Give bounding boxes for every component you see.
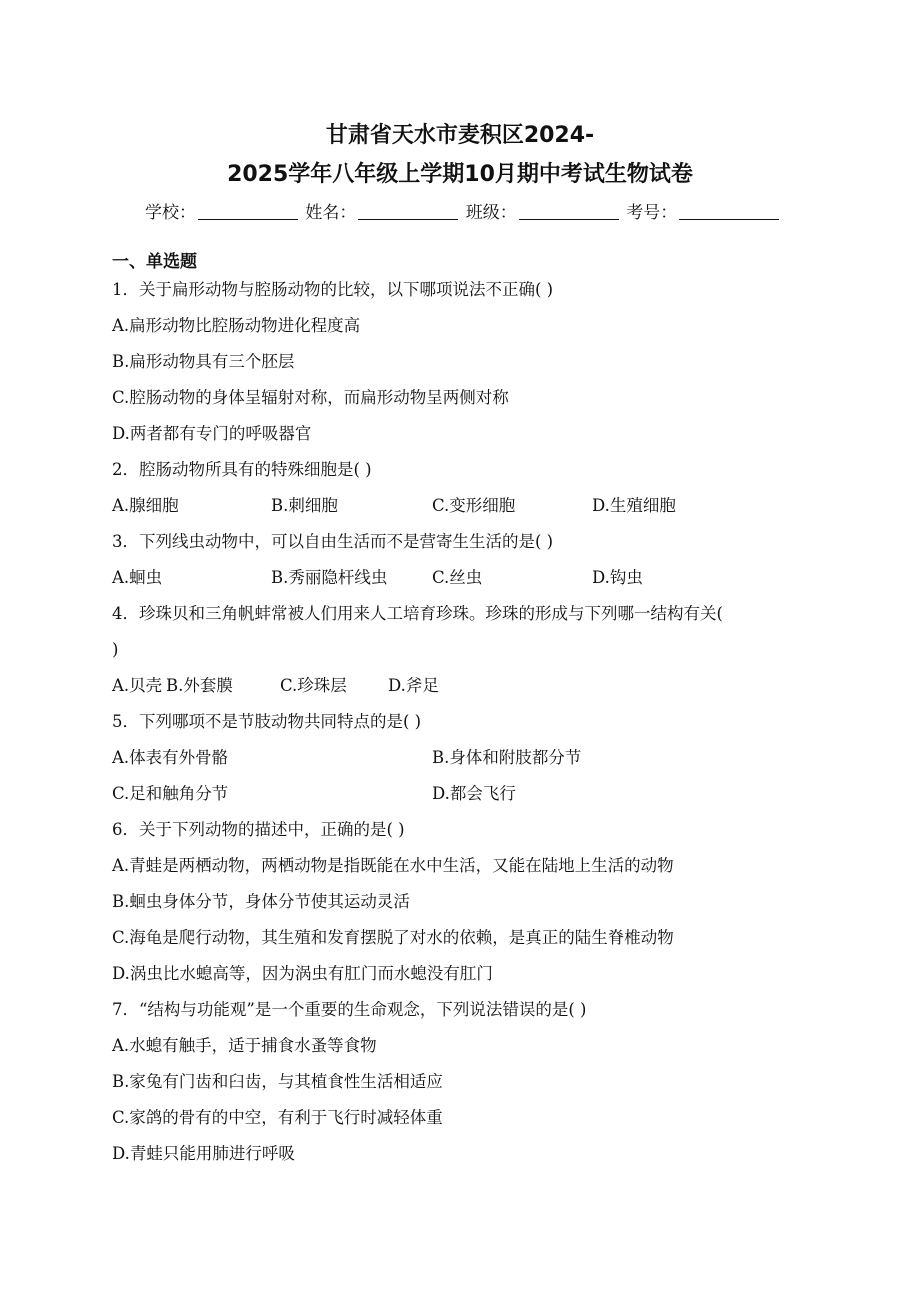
option: A.蛔虫: [112, 568, 163, 587]
option: D.钩虫: [592, 568, 643, 587]
question-stem: 7．“结构与功能观”是一个重要的生命观念，下列说法错误的是( ): [112, 1000, 587, 1019]
question-stem: 3．下列线虫动物中，可以自由生活而不是营寄生生活的是( ): [112, 532, 554, 551]
option: C.变形细胞: [432, 496, 516, 515]
title-line-2: 2025学年八年级上学期10月期中考试生物试卷: [227, 162, 693, 187]
question-stem: 5．下列哪项不是节肢动物共同特点的是( ): [112, 712, 422, 731]
class-label: 班级：: [465, 203, 517, 223]
option: C.足和触角分节: [112, 784, 229, 803]
option: B.蛔虫身体分节，身体分节使其运动灵活: [112, 892, 410, 911]
name-blank[interactable]: [358, 203, 458, 220]
option: D.斧足: [388, 676, 439, 695]
option: A.青蛙是两栖动物，两栖动物是指既能在水中生活，又能在陆地上生活的动物: [112, 856, 674, 875]
class-blank[interactable]: [519, 203, 619, 220]
option: C.腔肠动物的身体呈辐射对称，而扁形动物呈两侧对称: [112, 388, 509, 407]
option: D.生殖细胞: [592, 496, 676, 515]
number-label: 考号：: [626, 203, 678, 223]
section-heading: 一、单选题: [112, 252, 197, 272]
options-row: [112, 668, 812, 704]
number-blank[interactable]: [679, 203, 779, 220]
option: B.家兔有门齿和臼齿，与其植食性生活相适应: [112, 1072, 443, 1091]
question-stem: 6．关于下列动物的描述中，正确的是( ): [112, 820, 405, 839]
question-body: [112, 244, 812, 1172]
options-row: [112, 776, 812, 812]
option: D.两者都有专门的呼吸器官: [112, 424, 312, 443]
option: B.外套膜: [166, 676, 233, 695]
school-blank[interactable]: [198, 203, 298, 220]
name-label: 姓名：: [305, 203, 357, 223]
option: C.家鸽的骨有的中空，有利于飞行时减轻体重: [112, 1108, 443, 1127]
option: B.刺细胞: [271, 496, 338, 515]
option: D.涡虫比水螅高等，因为涡虫有肛门而水螅没有肛门: [112, 964, 493, 983]
option: C.海龟是爬行动物，其生殖和发育摆脱了对水的依赖，是真正的陆生脊椎动物: [112, 928, 674, 947]
school-label: 学校：: [145, 203, 196, 223]
option: A.扁形动物比腔肠动物进化程度高: [112, 316, 361, 335]
option: A.水螅有触手，适于捕食水蚤等食物: [112, 1036, 377, 1055]
option: A.体表有外骨骼: [112, 748, 229, 767]
option: C.丝虫: [432, 568, 483, 587]
options-row: [112, 560, 812, 596]
question-stem: 4．珍珠贝和三角帆蚌常被人们用来人工培育珍珠。珍珠的形成与下列哪一结构有关(: [112, 604, 723, 623]
student-info: [145, 198, 781, 223]
title-line-1: 甘肃省天水市麦积区2024-: [325, 123, 595, 148]
question-stem: 2．腔肠动物所具有的特殊细胞是( ): [112, 460, 372, 479]
option: A.贝壳: [112, 676, 163, 695]
option: B.秀丽隐杆线虫: [271, 568, 388, 587]
option: A.腺细胞: [112, 496, 179, 515]
options-row: [112, 740, 812, 776]
question-stem-continued: ): [112, 640, 119, 659]
options-row: [112, 488, 812, 524]
option: C.珍珠层: [280, 676, 347, 695]
option: B.身体和附肢都分节: [432, 748, 582, 767]
option: D.青蛙只能用肺进行呼吸: [112, 1144, 295, 1163]
question-stem: 1．关于扁形动物与腔肠动物的比较，以下哪项说法不正确( ): [112, 280, 554, 299]
option: D.都会飞行: [432, 784, 516, 803]
option: B.扁形动物具有三个胚层: [112, 352, 295, 371]
